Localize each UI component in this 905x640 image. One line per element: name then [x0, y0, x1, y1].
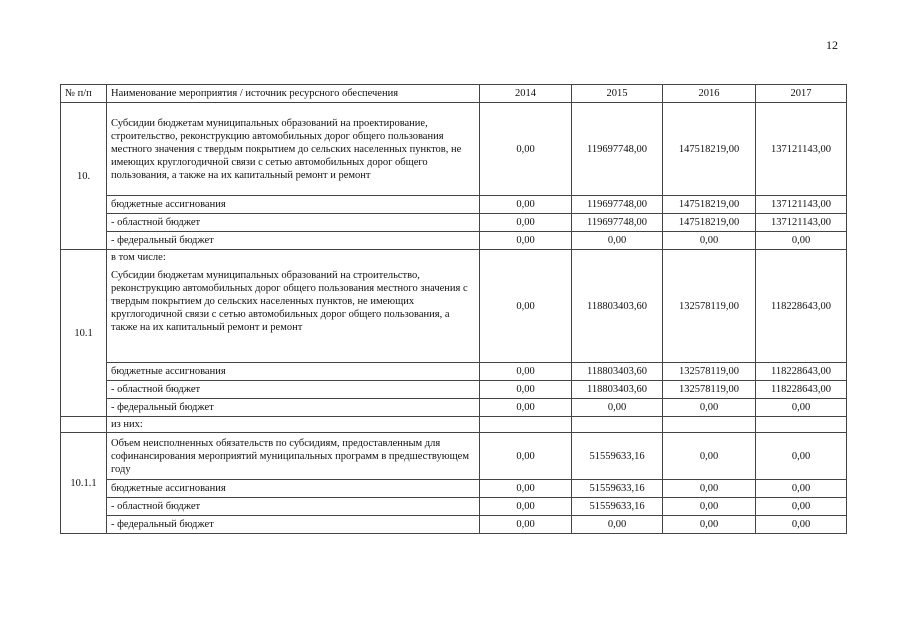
funding-source: - федеральный бюджет	[107, 232, 480, 250]
value-cell: 137121143,00	[756, 103, 847, 196]
value-cell: 0,00	[480, 232, 572, 250]
value-cell: 137121143,00	[756, 214, 847, 232]
value-cell: 118803403,60	[572, 363, 663, 381]
value-cell: 132578119,00	[663, 381, 756, 399]
column-header-name: Наименование мероприятия / источник ресурсного обеспечения	[107, 85, 480, 103]
value-cell: 147518219,00	[663, 196, 756, 214]
funding-source: - областной бюджет	[107, 381, 480, 399]
value-cell: 119697748,00	[572, 103, 663, 196]
value-cell: 119697748,00	[572, 196, 663, 214]
value-cell: 0,00	[480, 214, 572, 232]
value-cell: 0,00	[756, 516, 847, 534]
table-row	[61, 399, 847, 417]
value-cell: 0,00	[480, 250, 572, 363]
column-header-num: № п/п	[61, 85, 107, 103]
value-cell: 0,00	[663, 433, 756, 480]
of-them-label: из них:	[107, 417, 480, 433]
value-cell: 0,00	[480, 480, 572, 498]
value-cell: 0,00	[572, 399, 663, 417]
value-cell: 147518219,00	[663, 214, 756, 232]
value-cell: 132578119,00	[663, 250, 756, 363]
table-row	[61, 214, 847, 232]
budget-table	[60, 84, 847, 534]
value-cell: 0,00	[480, 196, 572, 214]
value-cell: 0,00	[663, 498, 756, 516]
value-cell: 51559633,16	[572, 433, 663, 480]
activity-title-block	[107, 250, 480, 363]
value-cell: 51559633,16	[572, 498, 663, 516]
value-cell: 0,00	[480, 498, 572, 516]
table-row	[61, 516, 847, 534]
activity-title: Субсидии бюджетам муниципальных образований на проектирование, строительство, реконструкцию автомобильных дорог общего пользования местного значения с твердым покрытием до сельских населенных пунктов, не имеющих круглогодичной связи с сетью автомобильных дорог общего пользования, а также на их капитальный ремонт и ремонт	[107, 103, 480, 196]
table-row	[61, 480, 847, 498]
value-cell: 0,00	[480, 103, 572, 196]
empty-cell	[756, 417, 847, 433]
value-cell: 0,00	[480, 516, 572, 534]
column-header-year: 2015	[572, 85, 663, 103]
funding-source: - областной бюджет	[107, 214, 480, 232]
table-row	[61, 250, 847, 363]
empty-cell	[663, 417, 756, 433]
value-cell: 0,00	[663, 232, 756, 250]
value-cell: 0,00	[663, 516, 756, 534]
empty-cell	[61, 417, 107, 433]
table-row	[61, 417, 847, 433]
table-row	[61, 498, 847, 516]
value-cell: 118803403,60	[572, 381, 663, 399]
value-cell: 0,00	[756, 232, 847, 250]
value-cell: 0,00	[480, 399, 572, 417]
value-cell: 0,00	[572, 516, 663, 534]
value-cell: 118803403,60	[572, 250, 663, 363]
value-cell: 0,00	[663, 480, 756, 498]
row-number: 10.1.1	[61, 433, 107, 534]
column-header-year: 2016	[663, 85, 756, 103]
value-cell: 119697748,00	[572, 214, 663, 232]
value-cell: 0,00	[572, 232, 663, 250]
value-cell: 0,00	[756, 399, 847, 417]
intro-label: в том числе:	[111, 252, 166, 263]
value-cell: 118228643,00	[756, 381, 847, 399]
funding-source: бюджетные ассигнования	[107, 363, 480, 381]
value-cell: 0,00	[480, 381, 572, 399]
table-row	[61, 196, 847, 214]
column-header-year: 2014	[480, 85, 572, 103]
table-row	[61, 103, 847, 196]
empty-cell	[572, 417, 663, 433]
value-cell: 137121143,00	[756, 196, 847, 214]
value-cell: 0,00	[756, 480, 847, 498]
value-cell: 118228643,00	[756, 363, 847, 381]
table-row	[61, 363, 847, 381]
funding-source: бюджетные ассигнования	[107, 480, 480, 498]
value-cell: 132578119,00	[663, 363, 756, 381]
activity-title: Объем неисполненных обязательств по субсидиям, предоставленным для софинансирования мероприятий муниципальных программ в предшествующем году	[107, 433, 480, 480]
value-cell: 0,00	[480, 363, 572, 381]
table-row	[61, 381, 847, 399]
value-cell: 51559633,16	[572, 480, 663, 498]
activity-title: Субсидии бюджетам муниципальных образований на строительство, реконструкцию автомобильных дорог общего пользования местного значения с твердым покрытием до сельских населенных пунктов, не имеющих круглогодичной связи с сетью автомобильных дорог общего пользования, а также на их капитальный ремонт и ремонт	[111, 270, 468, 333]
funding-source: - областной бюджет	[107, 498, 480, 516]
value-cell: 0,00	[480, 433, 572, 480]
funding-source: - федеральный бюджет	[107, 516, 480, 534]
column-header-year: 2017	[756, 85, 847, 103]
value-cell: 118228643,00	[756, 250, 847, 363]
row-number: 10.1	[61, 250, 107, 417]
value-cell: 147518219,00	[663, 103, 756, 196]
table-row	[61, 433, 847, 480]
funding-source: - федеральный бюджет	[107, 399, 480, 417]
value-cell: 0,00	[756, 498, 847, 516]
empty-cell	[480, 417, 572, 433]
value-cell: 0,00	[663, 399, 756, 417]
value-cell: 0,00	[756, 433, 847, 480]
table-row	[61, 232, 847, 250]
page-number: 12	[826, 38, 838, 52]
funding-source: бюджетные ассигнования	[107, 196, 480, 214]
table-header-row	[61, 85, 847, 103]
row-number: 10.	[61, 103, 107, 250]
